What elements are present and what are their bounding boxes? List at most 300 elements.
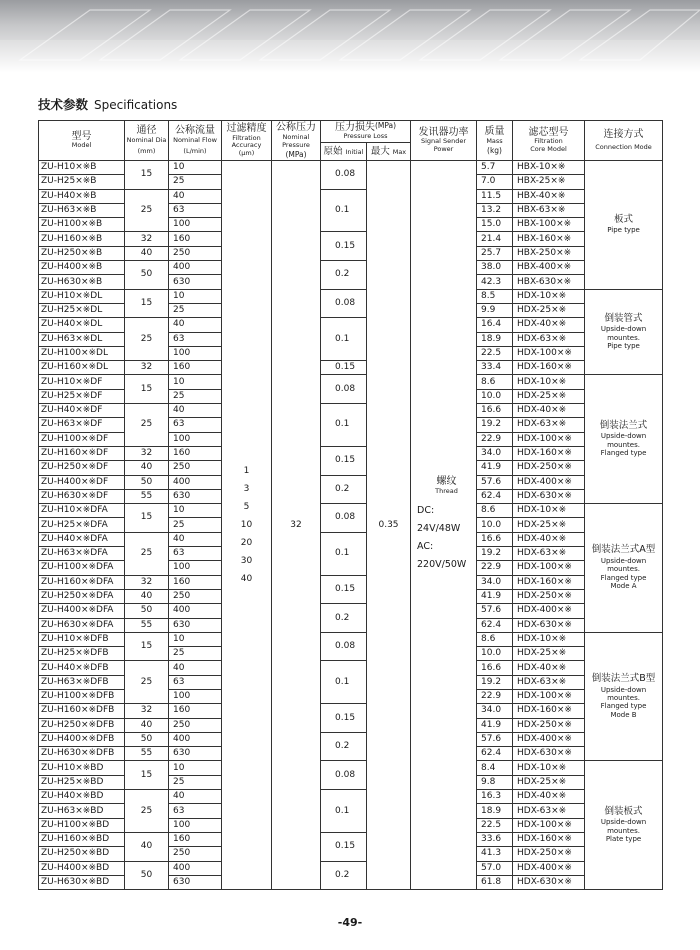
dia-cell: 40 xyxy=(125,246,169,260)
section-title-en: Specifications xyxy=(94,98,178,112)
initial-loss-cell: 0.08 xyxy=(321,504,367,533)
table-row xyxy=(39,532,663,546)
mass-cell: 5.7 xyxy=(477,161,513,175)
filtration-value: 20 xyxy=(240,537,253,548)
initial-loss-cell: 0.2 xyxy=(321,732,367,761)
initial-loss-cell: 0.1 xyxy=(321,404,367,447)
connection-cell xyxy=(585,161,663,290)
core-model-cell: HDX-250×※ xyxy=(513,461,585,475)
table-row xyxy=(39,732,663,746)
model-cell: ZU-H400×※DFA xyxy=(39,604,125,618)
page-number: -49- xyxy=(337,916,363,929)
flow-cell: 250 xyxy=(169,589,222,603)
initial-loss-cell: 0.1 xyxy=(321,318,367,361)
mass-cell: 41.9 xyxy=(477,589,513,603)
table-row xyxy=(39,189,663,203)
table-row xyxy=(39,832,663,846)
dia-cell: 32 xyxy=(125,704,169,718)
core-model-cell: HDX-10×※ xyxy=(513,632,585,646)
connection-cell xyxy=(585,504,663,633)
model-cell: ZU-H10×※DFB xyxy=(39,632,125,646)
connection-zh: 板式 xyxy=(614,213,634,225)
mass-cell: 19.2 xyxy=(477,675,513,689)
dia-cell: 40 xyxy=(125,461,169,475)
specifications-table xyxy=(38,120,663,890)
mass-cell: 34.0 xyxy=(477,704,513,718)
mass-cell: 25.7 xyxy=(477,246,513,260)
flow-cell: 630 xyxy=(169,618,222,632)
model-cell: ZU-H100×※BD xyxy=(39,818,125,832)
core-model-cell: HBX-40×※ xyxy=(513,189,585,203)
connection-zh: 倒装法兰式 xyxy=(599,419,648,431)
dia-cell: 32 xyxy=(125,361,169,375)
initial-loss-cell: 0.1 xyxy=(321,189,367,232)
mass-cell: 16.4 xyxy=(477,318,513,332)
mass-cell: 8.4 xyxy=(477,761,513,775)
dia-cell: 15 xyxy=(125,504,169,533)
mass-cell: 9.9 xyxy=(477,303,513,317)
dia-cell: 32 xyxy=(125,575,169,589)
core-model-cell: HDX-40×※ xyxy=(513,404,585,418)
model-cell: ZU-H250×※BD xyxy=(39,847,125,861)
flow-cell: 25 xyxy=(169,775,222,789)
connection-en: Flanged type xyxy=(600,573,647,582)
initial-loss-cell: 0.2 xyxy=(321,261,367,290)
mass-cell: 11.5 xyxy=(477,189,513,203)
table-row xyxy=(39,661,663,675)
initial-loss-cell: 0.15 xyxy=(321,704,367,733)
header-banner xyxy=(0,0,700,72)
flow-cell: 250 xyxy=(169,718,222,732)
mass-cell: 57.6 xyxy=(477,475,513,489)
model-cell: ZU-H160×※B xyxy=(39,232,125,246)
initial-loss-cell: 0.1 xyxy=(321,532,367,575)
section-title xyxy=(38,95,177,113)
mass-cell: 18.9 xyxy=(477,332,513,346)
connection-en: mountes. xyxy=(607,440,640,449)
mass-cell: 41.3 xyxy=(477,847,513,861)
model-cell: ZU-H400×※BD xyxy=(39,861,125,875)
model-cell: ZU-H250×※DFB xyxy=(39,718,125,732)
filtration-value: 10 xyxy=(240,519,253,530)
signal-ac-label: AC: xyxy=(417,540,434,552)
model-cell: ZU-H250×※DFA xyxy=(39,589,125,603)
model-cell: ZU-H25×※DL xyxy=(39,303,125,317)
flow-cell: 630 xyxy=(169,489,222,503)
model-cell: ZU-H40×※DFA xyxy=(39,532,125,546)
filtration-value: 5 xyxy=(243,501,250,512)
flow-cell: 40 xyxy=(169,661,222,675)
core-model-cell: HDX-160×※ xyxy=(513,446,585,460)
flow-cell: 63 xyxy=(169,418,222,432)
model-cell: ZU-H630×※B xyxy=(39,275,125,289)
mass-cell: 34.0 xyxy=(477,446,513,460)
core-model-cell: HDX-250×※ xyxy=(513,589,585,603)
core-model-cell: HDX-100×※ xyxy=(513,818,585,832)
core-model-cell: HDX-40×※ xyxy=(513,318,585,332)
mass-cell: 22.5 xyxy=(477,346,513,360)
model-cell: ZU-H25×※B xyxy=(39,175,125,189)
connection-en: Pipe type xyxy=(607,226,640,235)
flow-cell: 10 xyxy=(169,504,222,518)
connection-zh: 倒装板式 xyxy=(604,805,643,817)
header-pressure: 公称压力 Nominal Pressure (MPa) xyxy=(272,121,321,161)
model-cell: ZU-H25×※DF xyxy=(39,389,125,403)
model-cell: ZU-H63×※DFA xyxy=(39,547,125,561)
flow-cell: 10 xyxy=(169,632,222,646)
mass-cell: 8.6 xyxy=(477,375,513,389)
header-core-model: 滤芯型号 Filtration Core Model xyxy=(513,121,585,161)
mass-cell: 22.9 xyxy=(477,432,513,446)
flow-cell: 100 xyxy=(169,689,222,703)
dia-cell: 40 xyxy=(125,832,169,861)
mass-cell: 9.8 xyxy=(477,775,513,789)
connection-en: Upside-down xyxy=(600,556,647,565)
dia-cell: 25 xyxy=(125,532,169,575)
flow-cell: 63 xyxy=(169,332,222,346)
mass-cell: 10.0 xyxy=(477,518,513,532)
core-model-cell: HDX-10×※ xyxy=(513,504,585,518)
core-model-cell: HBX-25×※ xyxy=(513,175,585,189)
flow-cell: 100 xyxy=(169,218,222,232)
connection-cell xyxy=(585,375,663,504)
mass-cell: 10.0 xyxy=(477,647,513,661)
core-model-cell: HDX-25×※ xyxy=(513,303,585,317)
model-cell: ZU-H10×※B xyxy=(39,161,125,175)
mass-cell: 33.6 xyxy=(477,832,513,846)
flow-cell: 250 xyxy=(169,461,222,475)
core-model-cell: HDX-630×※ xyxy=(513,747,585,761)
flow-cell: 25 xyxy=(169,389,222,403)
model-cell: ZU-H630×※DFA xyxy=(39,618,125,632)
mass-cell: 61.8 xyxy=(477,875,513,889)
mass-cell: 38.0 xyxy=(477,261,513,275)
mass-cell: 41.9 xyxy=(477,461,513,475)
dia-cell: 15 xyxy=(125,632,169,661)
initial-loss-cell: 0.08 xyxy=(321,632,367,661)
mass-cell: 8.6 xyxy=(477,632,513,646)
connection-en: Upside-down xyxy=(600,325,647,334)
connection-en: Upside-down xyxy=(600,685,647,694)
initial-loss-cell: 0.15 xyxy=(321,575,367,604)
header-max: 最大 Max xyxy=(367,143,411,161)
table-row xyxy=(39,475,663,489)
table-row xyxy=(39,404,663,418)
mass-cell: 10.0 xyxy=(477,389,513,403)
model-cell: ZU-H160×※DFB xyxy=(39,704,125,718)
model-cell: ZU-H100×※DF xyxy=(39,432,125,446)
table-row xyxy=(39,446,663,460)
connection-en: Flanged type xyxy=(600,702,647,711)
model-cell: ZU-H100×※DFA xyxy=(39,561,125,575)
filtration-value: 40 xyxy=(240,573,253,584)
dia-cell: 25 xyxy=(125,318,169,361)
model-cell: ZU-H63×※DF xyxy=(39,418,125,432)
table-row xyxy=(39,790,663,804)
core-model-cell: HDX-100×※ xyxy=(513,346,585,360)
mass-cell: 13.2 xyxy=(477,203,513,217)
core-model-cell: HDX-10×※ xyxy=(513,375,585,389)
core-model-cell: HDX-630×※ xyxy=(513,618,585,632)
table-row xyxy=(39,632,663,646)
core-model-cell: HDX-63×※ xyxy=(513,675,585,689)
flow-cell: 250 xyxy=(169,246,222,260)
mass-cell: 33.4 xyxy=(477,361,513,375)
model-cell: ZU-H160×※DL xyxy=(39,361,125,375)
core-model-cell: HDX-630×※ xyxy=(513,875,585,889)
mass-cell: 62.4 xyxy=(477,618,513,632)
dia-cell: 40 xyxy=(125,718,169,732)
connection-en: Mode B xyxy=(610,710,637,719)
filtration-value: 1 xyxy=(243,465,250,476)
header-filtration: 过滤精度 Filtration Accuracy (μm) xyxy=(222,121,272,161)
model-cell: ZU-H160×※DF xyxy=(39,446,125,460)
model-cell: ZU-H40×※DFB xyxy=(39,661,125,675)
header-initial: 原始 Initial xyxy=(321,143,367,161)
initial-loss-cell: 0.2 xyxy=(321,861,367,890)
mass-cell: 57.6 xyxy=(477,732,513,746)
pressure-cell: 32 xyxy=(272,161,321,890)
specifications-table-body xyxy=(39,161,663,890)
dia-cell: 25 xyxy=(125,790,169,833)
connection-en: mountes. xyxy=(607,693,640,702)
mass-cell: 21.4 xyxy=(477,232,513,246)
mass-cell: 22.9 xyxy=(477,561,513,575)
connection-en: mountes. xyxy=(607,333,640,342)
mass-cell: 62.4 xyxy=(477,747,513,761)
section-title-zh: 技术参数 xyxy=(38,97,89,112)
table-row xyxy=(39,504,663,518)
table-row xyxy=(39,289,663,303)
table-row xyxy=(39,361,663,375)
mass-cell: 22.5 xyxy=(477,818,513,832)
model-cell: ZU-H40×※DL xyxy=(39,318,125,332)
flow-cell: 63 xyxy=(169,547,222,561)
connection-cell xyxy=(585,289,663,375)
initial-loss-cell: 0.08 xyxy=(321,375,367,404)
dia-cell: 15 xyxy=(125,761,169,790)
table-row xyxy=(39,761,663,775)
core-model-cell: HDX-63×※ xyxy=(513,804,585,818)
mass-cell: 16.6 xyxy=(477,404,513,418)
core-model-cell: HBX-63×※ xyxy=(513,203,585,217)
flow-cell: 10 xyxy=(169,161,222,175)
core-model-cell: HBX-630×※ xyxy=(513,275,585,289)
mass-cell: 19.2 xyxy=(477,418,513,432)
model-cell: ZU-H40×※B xyxy=(39,189,125,203)
signal-thread-zh: 螺纹 xyxy=(436,476,457,488)
model-cell: ZU-H400×※DF xyxy=(39,475,125,489)
header-flow: 公称流量 Nominal Flow (L/min) xyxy=(169,121,222,161)
initial-loss-cell: 0.2 xyxy=(321,604,367,633)
model-cell: ZU-H10×※DL xyxy=(39,289,125,303)
dia-cell: 55 xyxy=(125,747,169,761)
model-cell: ZU-H400×※B xyxy=(39,261,125,275)
header-mass: 质量 Mass (kg) xyxy=(477,121,513,161)
model-cell: ZU-H160×※DFA xyxy=(39,575,125,589)
header-pressure-loss: 压力损失$^{(MPa)}$ Pressure Loss xyxy=(321,121,411,143)
model-cell: ZU-H25×※DFB xyxy=(39,647,125,661)
signal-ac-value: 220V/50W xyxy=(417,558,467,570)
core-model-cell: HBX-10×※ xyxy=(513,161,585,175)
flow-cell: 400 xyxy=(169,732,222,746)
core-model-cell: HDX-63×※ xyxy=(513,418,585,432)
model-cell: ZU-H100×※B xyxy=(39,218,125,232)
table-row xyxy=(39,318,663,332)
mass-cell: 41.9 xyxy=(477,718,513,732)
filtration-cell xyxy=(222,161,272,890)
dia-cell: 50 xyxy=(125,475,169,489)
core-model-cell: HDX-40×※ xyxy=(513,661,585,675)
header-connection: 连接方式 Connection Mode xyxy=(585,121,663,161)
core-model-cell: HDX-160×※ xyxy=(513,832,585,846)
connection-zh: 倒装法兰式A型 xyxy=(591,544,656,556)
core-model-cell: HDX-100×※ xyxy=(513,432,585,446)
signal-thread-en: Thread xyxy=(435,486,458,495)
initial-loss-cell: 0.08 xyxy=(321,761,367,790)
core-model-cell: HDX-400×※ xyxy=(513,861,585,875)
core-model-cell: HBX-160×※ xyxy=(513,232,585,246)
table-row xyxy=(39,161,663,175)
flow-cell: 40 xyxy=(169,532,222,546)
connection-en: mountes. xyxy=(607,565,640,574)
core-model-cell: HBX-100×※ xyxy=(513,218,585,232)
core-model-cell: HDX-100×※ xyxy=(513,561,585,575)
mass-cell: 34.0 xyxy=(477,575,513,589)
connection-en: Pipe type xyxy=(607,342,640,350)
dia-cell: 50 xyxy=(125,604,169,618)
model-cell: ZU-H160×※BD xyxy=(39,832,125,846)
signal-dc-label: DC: xyxy=(417,504,435,516)
header-dia: 通径 Nominal Dia (mm) xyxy=(125,121,169,161)
flow-cell: 400 xyxy=(169,604,222,618)
dia-cell: 32 xyxy=(125,232,169,246)
initial-loss-cell: 0.08 xyxy=(321,161,367,190)
model-cell: ZU-H40×※DF xyxy=(39,404,125,418)
connection-en: Upside-down xyxy=(600,432,647,441)
connection-en: Upside-down xyxy=(600,818,647,827)
flow-cell: 63 xyxy=(169,203,222,217)
flow-cell: 160 xyxy=(169,446,222,460)
initial-loss-cell: 0.1 xyxy=(321,790,367,833)
connection-zh: 倒装管式 xyxy=(604,312,643,324)
core-model-cell: HDX-25×※ xyxy=(513,389,585,403)
flow-cell: 160 xyxy=(169,361,222,375)
flow-cell: 25 xyxy=(169,175,222,189)
flow-cell: 250 xyxy=(169,847,222,861)
filtration-value: 30 xyxy=(240,555,253,566)
core-model-cell: HDX-25×※ xyxy=(513,518,585,532)
model-cell: ZU-H250×※B xyxy=(39,246,125,260)
flow-cell: 10 xyxy=(169,289,222,303)
table-row xyxy=(39,375,663,389)
dia-cell: 40 xyxy=(125,589,169,603)
dia-cell: 15 xyxy=(125,161,169,190)
flow-cell: 400 xyxy=(169,475,222,489)
dia-cell: 50 xyxy=(125,861,169,890)
flow-cell: 63 xyxy=(169,804,222,818)
mass-cell: 15.0 xyxy=(477,218,513,232)
core-model-cell: HDX-100×※ xyxy=(513,689,585,703)
table-row xyxy=(39,261,663,275)
model-cell: ZU-H10×※BD xyxy=(39,761,125,775)
dia-cell: 55 xyxy=(125,489,169,503)
flow-cell: 10 xyxy=(169,375,222,389)
dia-cell: 32 xyxy=(125,446,169,460)
core-model-cell: HDX-400×※ xyxy=(513,732,585,746)
flow-cell: 40 xyxy=(169,189,222,203)
core-model-cell: HDX-63×※ xyxy=(513,332,585,346)
model-cell: ZU-H100×※DFB xyxy=(39,689,125,703)
model-cell: ZU-H63×※B xyxy=(39,203,125,217)
table-row xyxy=(39,604,663,618)
model-cell: ZU-H25×※DFA xyxy=(39,518,125,532)
flow-cell: 25 xyxy=(169,518,222,532)
mass-cell: 8.5 xyxy=(477,289,513,303)
model-cell: ZU-H630×※DFB xyxy=(39,747,125,761)
dia-cell: 50 xyxy=(125,261,169,290)
initial-loss-cell: 0.15 xyxy=(321,446,367,475)
model-cell: ZU-H100×※DL xyxy=(39,346,125,360)
flow-cell: 160 xyxy=(169,832,222,846)
flow-cell: 160 xyxy=(169,704,222,718)
model-cell: ZU-H630×※DF xyxy=(39,489,125,503)
flow-cell: 400 xyxy=(169,261,222,275)
mass-cell: 57.0 xyxy=(477,861,513,875)
core-model-cell: HDX-10×※ xyxy=(513,761,585,775)
mass-cell: 8.6 xyxy=(477,504,513,518)
flow-cell: 100 xyxy=(169,346,222,360)
max-loss-cell: 0.35 xyxy=(367,161,411,890)
model-cell: ZU-H40×※BD xyxy=(39,790,125,804)
initial-loss-cell: 0.08 xyxy=(321,289,367,318)
connection-cell xyxy=(585,761,663,890)
table-row xyxy=(39,704,663,718)
table-row xyxy=(39,575,663,589)
flow-cell: 40 xyxy=(169,404,222,418)
model-cell: ZU-H400×※DFB xyxy=(39,732,125,746)
model-cell: ZU-H63×※DFB xyxy=(39,675,125,689)
core-model-cell: HDX-25×※ xyxy=(513,775,585,789)
core-model-cell: HDX-10×※ xyxy=(513,289,585,303)
mass-cell: 16.6 xyxy=(477,661,513,675)
dia-cell: 50 xyxy=(125,732,169,746)
core-model-cell: HDX-40×※ xyxy=(513,532,585,546)
core-model-cell: HDX-160×※ xyxy=(513,361,585,375)
dia-cell: 25 xyxy=(125,404,169,447)
flow-cell: 100 xyxy=(169,432,222,446)
dia-cell: 15 xyxy=(125,289,169,318)
dia-cell: 15 xyxy=(125,375,169,404)
flow-cell: 630 xyxy=(169,747,222,761)
core-model-cell: HBX-250×※ xyxy=(513,246,585,260)
flow-cell: 63 xyxy=(169,675,222,689)
model-cell: ZU-H63×※DL xyxy=(39,332,125,346)
core-model-cell: HDX-630×※ xyxy=(513,489,585,503)
header-model: 型号 Model xyxy=(39,121,125,161)
flow-cell: 25 xyxy=(169,647,222,661)
core-model-cell: HDX-160×※ xyxy=(513,575,585,589)
core-model-cell: HDX-63×※ xyxy=(513,547,585,561)
table-row xyxy=(39,861,663,875)
model-cell: ZU-H250×※DF xyxy=(39,461,125,475)
mass-cell: 42.3 xyxy=(477,275,513,289)
connection-en: mountes. xyxy=(607,826,640,835)
flow-cell: 630 xyxy=(169,875,222,889)
mass-cell: 62.4 xyxy=(477,489,513,503)
model-cell: ZU-H10×※DFA xyxy=(39,504,125,518)
initial-loss-cell: 0.15 xyxy=(321,832,367,861)
